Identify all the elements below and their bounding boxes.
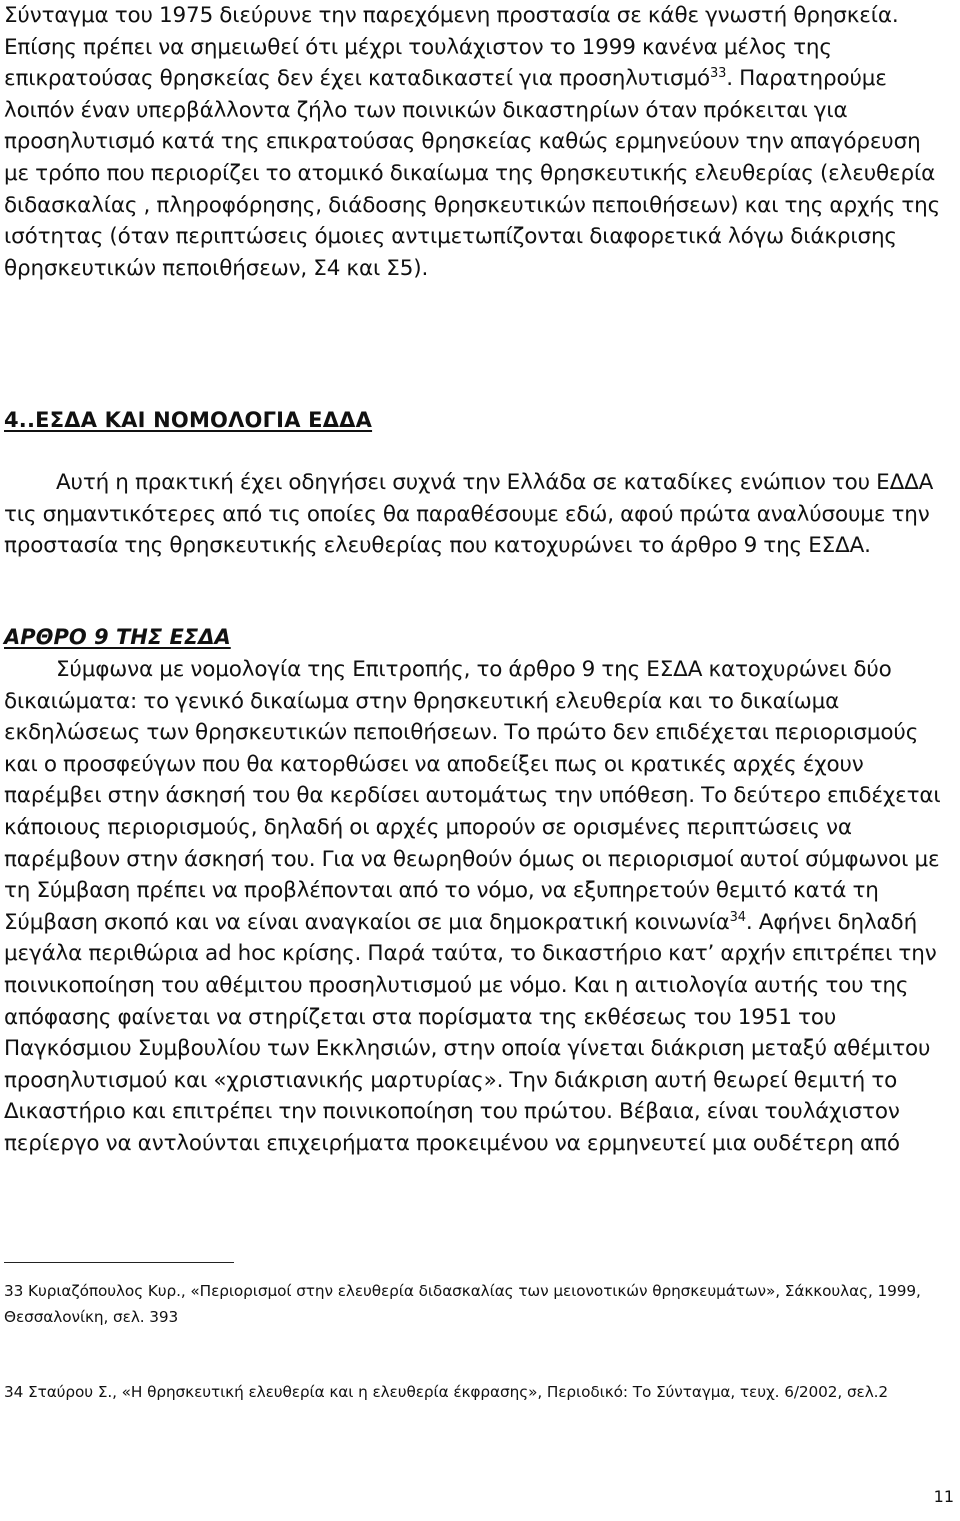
paragraph-intro: Αυτή η πρακτική έχει οδηγήσει συχνά την Ελλάδα σε καταδίκες ενώπιον του ΕΔΔΑ τις σημαντικότερες από τις οποίες θα παραθέσουμε εδώ, αφού πρώτα αναλύσουμε την προστασία της θρησκευτικής ελευθερίας που κατοχυρώνει το άρθρο 9 της ΕΣΔΑ. <box>4 470 934 559</box>
footnote-separator <box>4 1262 234 1263</box>
paragraph-article-9 <box>4 654 950 1160</box>
paragraph-text: . Αφήνει δηλαδή μεγάλα περιθώρια ad hoc κρίσης. Παρά ταύτα, το δικαστήριο κατ’ αρχήν επιτρέπει την ποινικοποίηση του αθέμιτου προσηλυτισμού με νόμο. Και η αιτιολογία αυτής του της απόφασης φαίνεται να στηρίζεται στα πορίσματα της εκθέσεως του 1951 του Παγκόσμιου Συμβουλίου των Εκκλησιών, στην οποία γίνεται διάκριση μεταξύ αθέμιτου προσηλυτισμού και «χριστιανικής μαρτυρίας». Την διάκριση αυτή θεωρεί θεμιτή το Δικαστήριο και επιτρέπει την ποινικοποίηση του πρώτου. Βέβαια, είναι τουλάχιστον περίεργο να αντλούνται επιχειρήματα προκειμένου να ερμηνευτεί μια ουδέτερη από <box>4 909 937 1156</box>
paragraph-text: Σύμφωνα με νομολογία της Επιτροπής, το άρθρο 9 της ΕΣΔΑ κατοχυρώνει δύο δικαιώματα: το γενικό δικαίωμα στην θρησκευτική ελευθερία και το δικαίωμα εκδηλώσεως των θρησκευτικών πεποιθήσεων. Το πρώτο δεν επιδέχεται περιορισμούς και ο προσφεύγων που θα κατορθώσει να αποδείξει πως οι κρατικές αρχές έχουν παρέμβει στην άσκησή του θα κερδίσει αυτομάτως την υπόθεση. Το δεύτερο επιδέχεται κάποιους περιορισμούς, δηλαδή οι αρχές μπορούν σε ορισμένες περιπτώσεις να παρέμβουν στην άσκησή του. Για να θεωρηθούν όμως οι περιορισμοί αυτοί σύμφωνοι με τη Σύμβαση πρέπει να προβλέπονται από το νόμο, να εξυπηρετούν θεμιτό κατά τη Σύμβαση σκοπό και να είναι αναγκαίοι σε μια δημοκρατική κοινωνία <box>4 657 941 935</box>
page-number: 11 <box>933 1487 954 1506</box>
paragraph-proselytism-zeal <box>4 0 950 284</box>
footnote-ref-34: 34 <box>729 909 746 925</box>
section-heading: 4..ΕΣΔΑ ΚΑΙ ΝΟΜΟΛΟΓΙΑ ΕΔΔΑ <box>4 408 373 432</box>
paragraph-text: Σύνταγμα του 1975 διεύρυνε την παρεχόμενη προστασία σε κάθε γνωστή θρησκεία. Επίσης πρέπει να σημειωθεί ότι μέχρι τουλάχιστον το 1999 κανένα μέλος της επικρατούσας θρησκείας δεν έχει καταδικαστεί για προσηλυτισμό <box>4 3 899 92</box>
footnote-33: 33 Κυριαζόπουλος Κυρ., «Περιορισμοί στην ελευθερία διδασκαλίας των μειονοτικών θρησκευμάτων», Σάκκουλας, 1999, Θεσσαλονίκη, σελ. 393 <box>4 1282 921 1326</box>
paragraph-text: . Παρατηρούμε λοιπόν έναν υπερβάλλοντα ζήλο των ποινικών δικαστηρίων όταν πρόκειται για προσηλυτισμό κατά της επικρατούσας θρησκείας καθώς ερμηνεύουν την απαγόρευση με τρόπο που περιορίζει το ατομικό δικαίωμα της θρησκευτικής ελευθερίας (ελευθερία διδασκαλίας , πληροφόρησης, διάδοσης θρησκευτικών πεποιθήσεων) και της αρχής της ισότητας (όταν περιπτώσεις όμοιες αντιμετωπίζονται διαφορετικά λόγω διάκρισης θρησκευτικών πεποιθήσεων, Σ4 και Σ5). <box>4 66 941 281</box>
footnote-34: 34 Σταύρου Σ., «Η θρησκευτική ελευθερία και η ελευθερία έκφρασης», Περιοδικό: Το Σύνταγμα, τευχ. 6/2002, σελ.2 <box>4 1383 889 1401</box>
footnote-ref-33: 33 <box>710 66 727 82</box>
article-heading: ΑΡΘΡΟ 9 ΤΗΣ ΕΣΔΑ <box>4 625 231 649</box>
